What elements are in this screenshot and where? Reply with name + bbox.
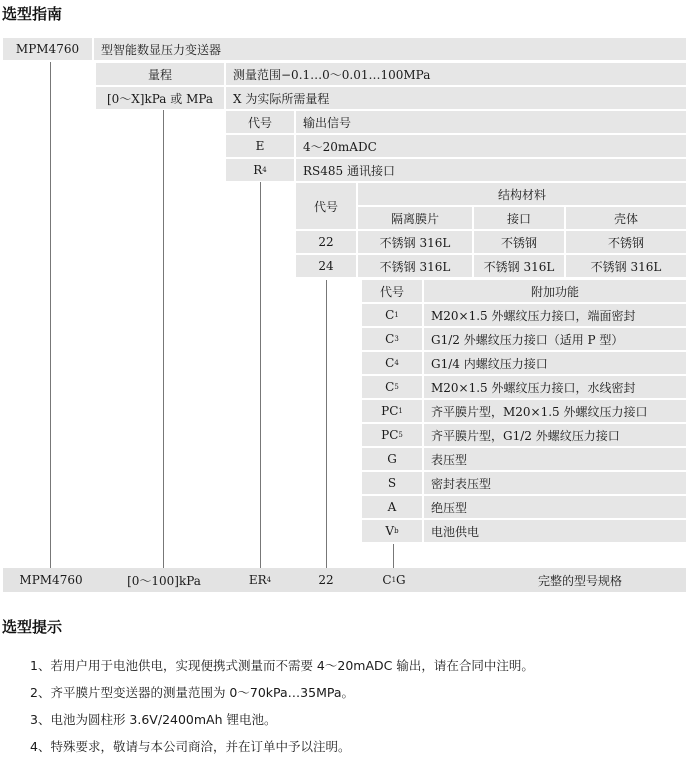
addition-code-cell: [362, 304, 422, 326]
addition-function-header: 附加功能: [424, 280, 686, 302]
addition-code-main: A: [387, 500, 397, 514]
addition-code-main: PC: [381, 404, 399, 418]
addition-function-cell: 绝压型: [424, 496, 686, 518]
addition-code-sub: b: [394, 527, 399, 535]
addition-function-cell: G1/4 内螺纹压力接口: [424, 352, 686, 374]
example-addition-sub: 1: [391, 576, 397, 584]
addition-code-sub: 3: [394, 335, 399, 343]
addition-code-cell: [362, 496, 422, 518]
addition-code-cell: [362, 328, 422, 350]
example-output: [232, 568, 288, 592]
addition-code-sub: 4: [394, 359, 399, 367]
addition-code-cell: [362, 352, 422, 374]
material-col-port: 接口: [474, 207, 564, 229]
range-unit-cell: [0～X]kPa 或 MPa: [96, 87, 224, 109]
output-signal-cell: RS485 通讯接口: [296, 159, 686, 181]
addition-code-header: 代号: [362, 280, 422, 302]
material-code-header: 代号: [296, 183, 356, 229]
output-signal-cell: 4～20mADC: [296, 135, 686, 157]
material-diaphragm-cell: 不锈钢 316L: [358, 231, 472, 253]
example-output-sub: 4: [266, 576, 272, 584]
output-code-header: 代号: [226, 111, 294, 133]
connector-line-addition: [393, 544, 394, 568]
material-col-diaphragm: 隔离膜片: [358, 207, 472, 229]
tip-item: 2、齐平膜片型变送器的测量范围为 0～70kPa…35MPa。: [30, 685, 354, 700]
example-label: 完整的型号规格: [537, 573, 622, 588]
addition-code-main: C: [385, 308, 395, 322]
example-addition-rest: G: [396, 573, 406, 587]
material-port-cell: 不锈钢 316L: [474, 255, 564, 277]
addition-code-sub: 1: [398, 407, 403, 415]
addition-code-main: S: [387, 476, 397, 490]
output-signal-header: 输出信号: [296, 111, 686, 133]
addition-function-cell: 齐平膜片型，M20×1.5 外螺纹压力接口: [424, 400, 686, 422]
addition-code-main: PC: [381, 428, 399, 442]
output-code-sub: 4: [262, 166, 267, 174]
addition-function-cell: M20×1.5 外螺纹压力接口，水线密封: [424, 376, 686, 398]
output-code-main: R: [253, 163, 263, 177]
output-code-cell: [226, 159, 294, 181]
addition-function-cell: G1/2 外螺纹压力接口（适用 P 型）: [424, 328, 686, 350]
tip-item: 1、若用户用于电池供电，实现便携式测量而不需要 4～20mADC 输出，请在合同中注明。: [30, 658, 534, 673]
material-col-housing: 壳体: [566, 207, 686, 229]
addition-code-cell: [362, 376, 422, 398]
material-port-cell: 不锈钢: [474, 231, 564, 253]
model-description-cell: 型智能数显压力变送器: [94, 38, 686, 60]
example-additions: [366, 568, 422, 592]
addition-code-cell: [362, 400, 422, 422]
addition-code-sub: 5: [394, 383, 399, 391]
addition-code-cell: [362, 472, 422, 494]
material-housing-cell: 不锈钢 316L: [566, 255, 686, 277]
addition-code-cell: [362, 448, 422, 470]
range-label-cell: 量程: [96, 63, 224, 85]
addition-code-main: C: [385, 380, 395, 394]
material-title-cell: 结构材料: [358, 183, 686, 205]
model-code-cell: MPM4760: [3, 38, 92, 60]
addition-code-cell: [362, 520, 422, 542]
material-housing-cell: 不锈钢: [566, 231, 686, 253]
addition-function-cell: M20×1.5 外螺纹压力接口，端面密封: [424, 304, 686, 326]
connector-line-range: [163, 110, 164, 568]
connector-line-model: [50, 62, 51, 568]
addition-function-cell: 表压型: [424, 448, 686, 470]
addition-function-cell: 电池供电: [424, 520, 686, 542]
selection-tips-title: 选型提示: [2, 618, 63, 636]
example-material: 22: [318, 573, 334, 587]
example-addition-main: C: [382, 573, 392, 587]
connector-line-material: [326, 280, 327, 568]
addition-code-cell: [362, 424, 422, 446]
addition-code-sub: 1: [394, 311, 399, 319]
addition-code-main: C: [385, 356, 395, 370]
output-code-cell: E: [226, 135, 294, 157]
addition-code-main: G: [387, 452, 397, 466]
connector-line-output: [260, 182, 261, 568]
example-output-main: ER: [248, 573, 267, 587]
addition-code-main: V: [385, 524, 395, 538]
addition-code-sub: 5: [398, 431, 403, 439]
range-x-description-cell: X 为实际所需量程: [226, 87, 686, 109]
material-code-cell: 24: [296, 255, 356, 277]
tip-item: 4、特殊要求，敬请与本公司商洽，并在订单中予以注明。: [30, 739, 351, 754]
addition-code-main: C: [385, 332, 395, 346]
example-range: [0～100]kPa: [127, 573, 201, 588]
addition-function-cell: 密封表压型: [424, 472, 686, 494]
range-description-cell: 测量范围−0.1…0～0.01…100MPa: [226, 63, 686, 85]
example-model-code: MPM4760: [19, 573, 83, 587]
addition-function-cell: 齐平膜片型，G1/2 外螺纹压力接口: [424, 424, 686, 446]
material-diaphragm-cell: 不锈钢 316L: [358, 255, 472, 277]
material-code-cell: 22: [296, 231, 356, 253]
tip-item: 3、电池为圆柱形 3.6V/2400mAh 锂电池。: [30, 712, 277, 727]
selection-guide-title: 选型指南: [2, 5, 63, 23]
